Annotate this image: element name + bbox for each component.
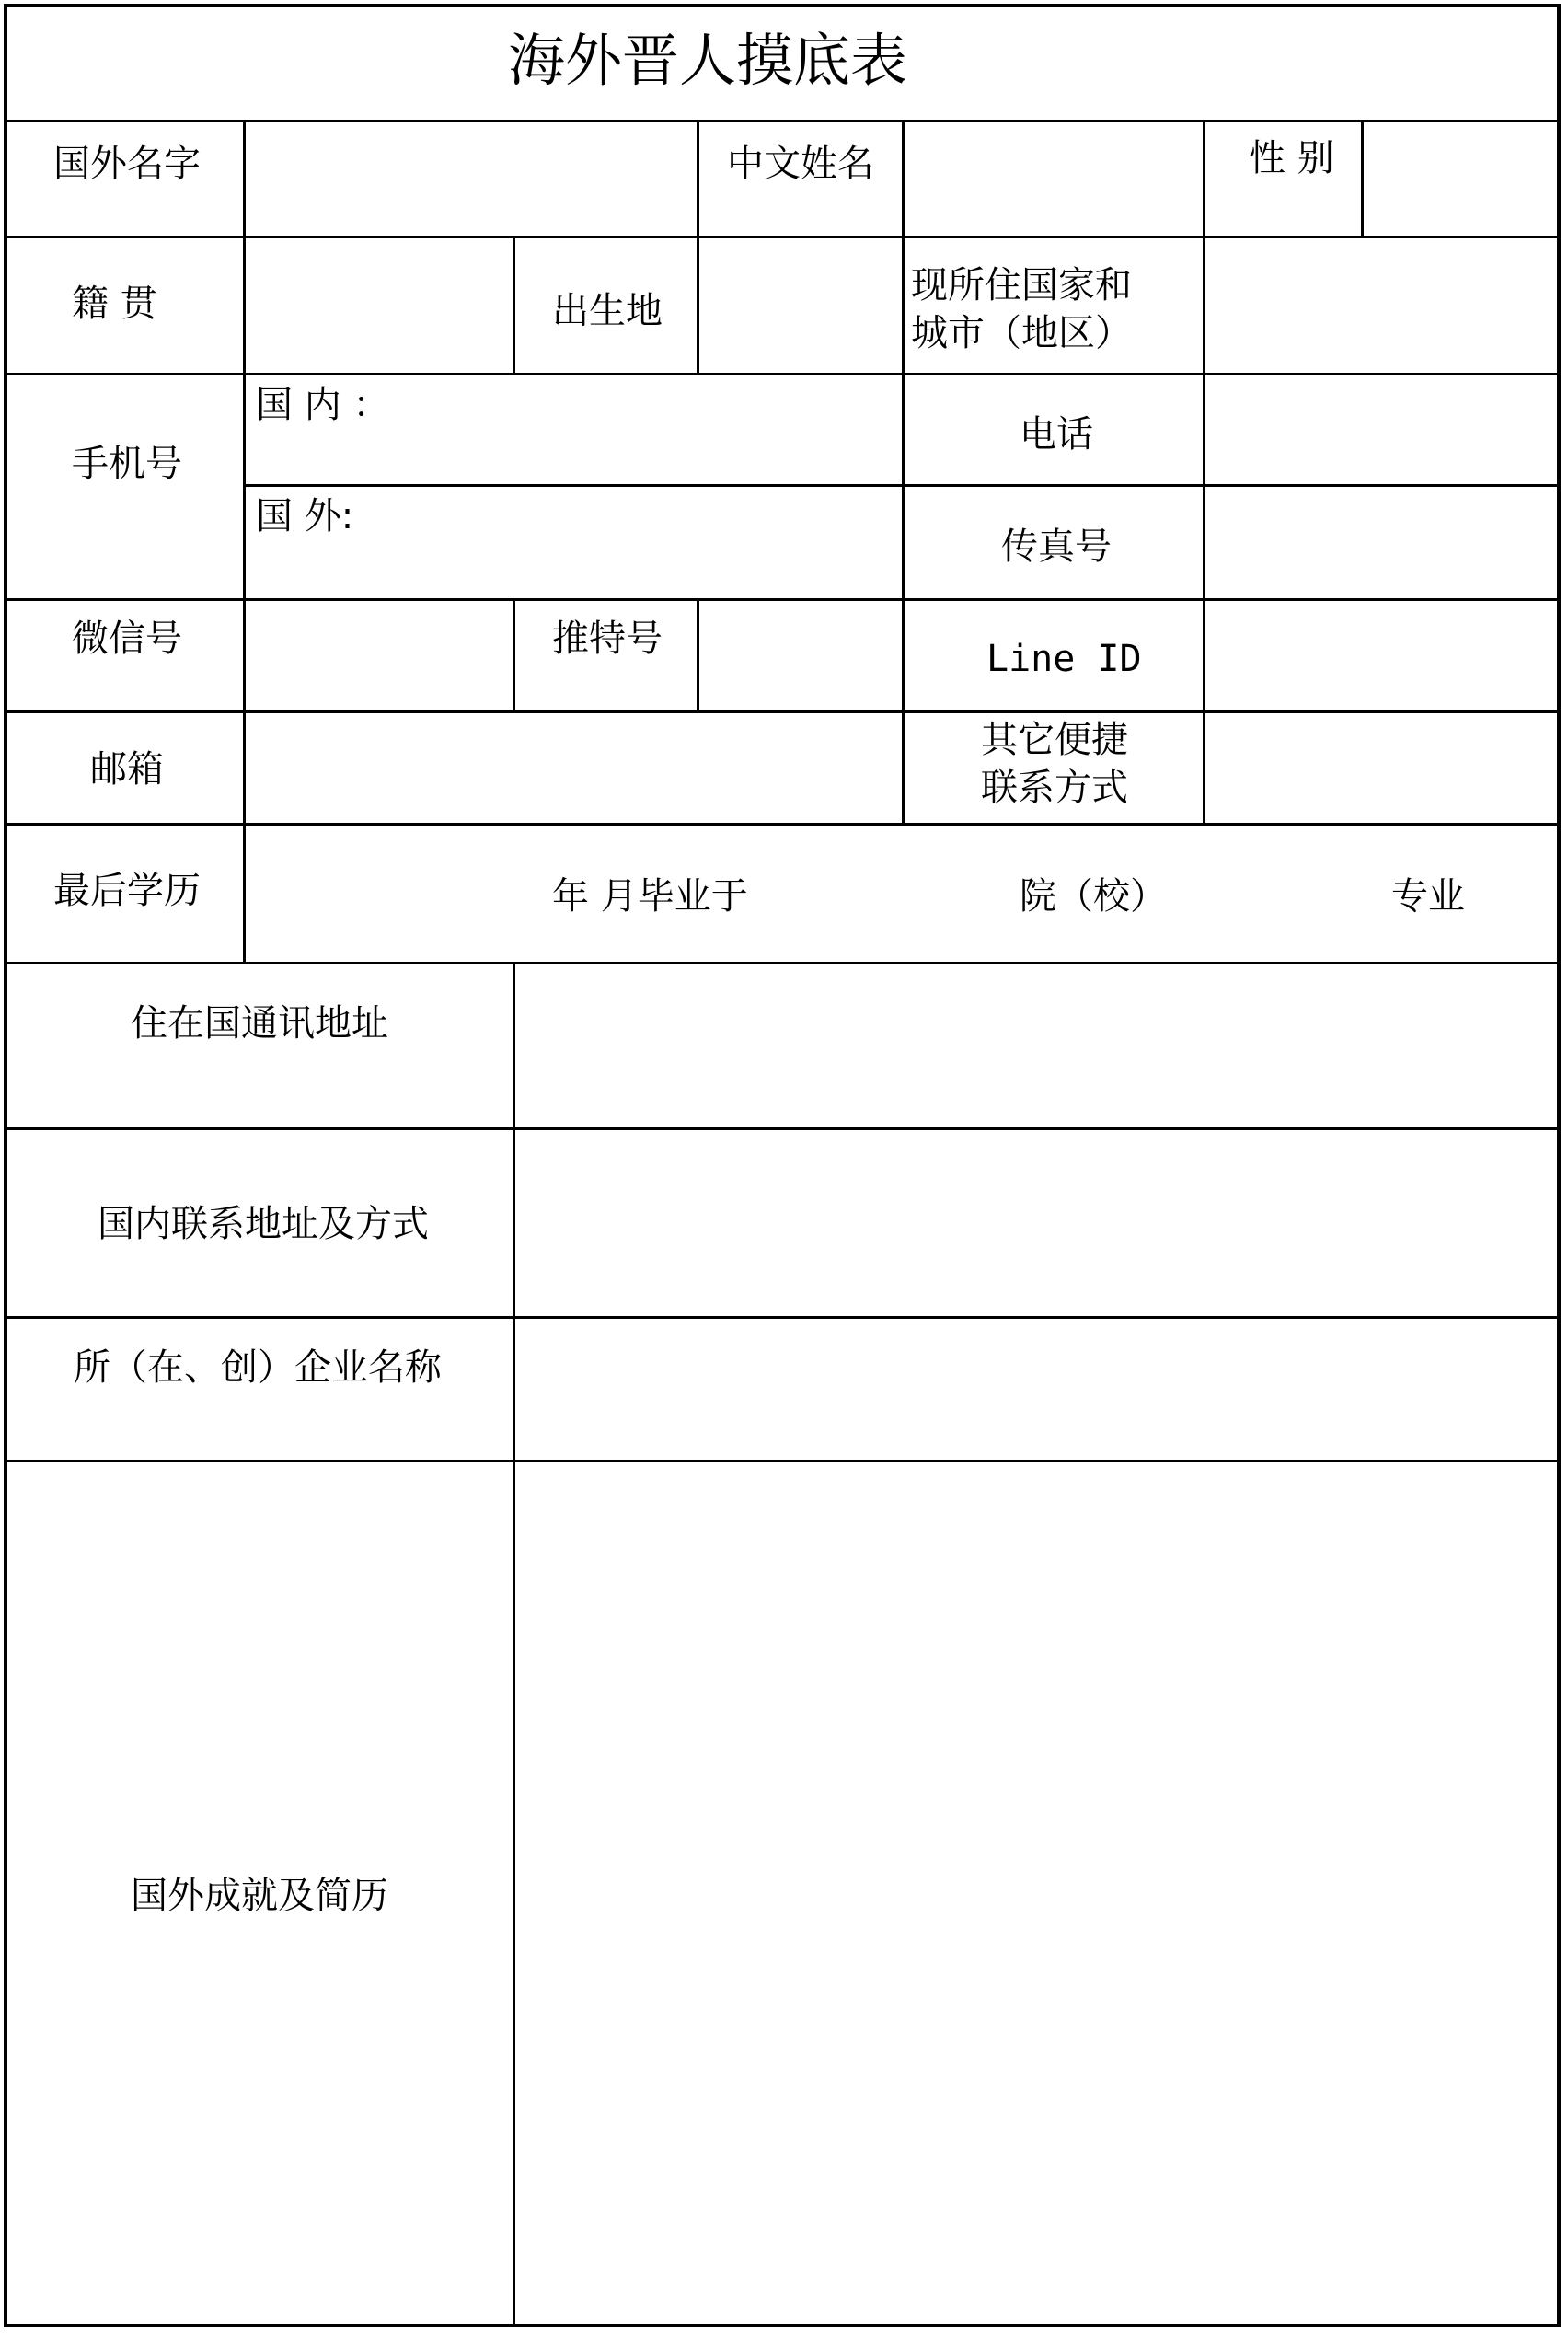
mobile-domestic-field[interactable] bbox=[247, 376, 901, 483]
divider bbox=[4, 598, 1561, 601]
twitter-field[interactable] bbox=[700, 602, 901, 710]
divider bbox=[4, 962, 1561, 964]
label-birthplace: 出生地 bbox=[552, 290, 663, 332]
label-email: 邮箱 bbox=[90, 748, 164, 791]
label-edu-graduated: 年 月毕业于 bbox=[552, 875, 748, 918]
divider bbox=[1203, 120, 1205, 826]
other-contact-field[interactable] bbox=[1206, 714, 1556, 822]
label-other-contact-line2: 联系方式 bbox=[981, 767, 1128, 809]
form-title: 海外晋人摸底表 bbox=[508, 27, 908, 94]
divider bbox=[243, 120, 246, 964]
label-edu-major: 专业 bbox=[1391, 875, 1465, 918]
label-company: 所（在、创）企业名称 bbox=[74, 1346, 442, 1389]
label-fax: 传真号 bbox=[1001, 526, 1112, 568]
label-domestic-contact: 国内联系地址及方式 bbox=[98, 1203, 429, 1245]
residence-field[interactable] bbox=[1206, 239, 1556, 372]
divider bbox=[4, 373, 1561, 375]
gender-field[interactable] bbox=[1365, 123, 1556, 235]
divider bbox=[513, 598, 515, 713]
divider bbox=[4, 236, 1561, 238]
label-residence-line2: 城市（地区） bbox=[911, 312, 1132, 354]
label-phone: 电话 bbox=[1020, 413, 1093, 456]
achievements-field[interactable] bbox=[516, 1463, 1556, 2324]
email-field[interactable] bbox=[247, 714, 901, 822]
divider bbox=[902, 120, 905, 826]
divider bbox=[513, 236, 515, 375]
label-edu-school: 院（校） bbox=[1020, 875, 1167, 918]
label-mobile-foreign: 国 外: bbox=[256, 495, 354, 537]
divider bbox=[1361, 120, 1364, 238]
label-line-id: Line ID bbox=[986, 638, 1142, 680]
address-abroad-field[interactable] bbox=[516, 965, 1556, 1126]
domestic-contact-field[interactable] bbox=[516, 1131, 1556, 1315]
label-native-place: 籍 贯 bbox=[72, 283, 157, 325]
fax-field[interactable] bbox=[1206, 488, 1556, 597]
wechat-field[interactable] bbox=[247, 602, 512, 710]
divider bbox=[4, 1460, 1561, 1462]
birthplace-field[interactable] bbox=[700, 239, 901, 372]
label-chinese-name: 中文姓名 bbox=[727, 143, 874, 185]
divider bbox=[4, 823, 1561, 826]
label-education: 最后学历 bbox=[53, 870, 201, 912]
label-mobile-domestic: 国 内 ： bbox=[256, 384, 390, 426]
company-field[interactable] bbox=[516, 1320, 1556, 1459]
divider bbox=[697, 236, 699, 375]
line-id-field[interactable] bbox=[1206, 602, 1556, 710]
divider bbox=[513, 962, 515, 2327]
phone-field[interactable] bbox=[1206, 376, 1556, 483]
divider bbox=[4, 710, 1561, 713]
divider bbox=[697, 120, 699, 238]
label-twitter: 推特号 bbox=[552, 618, 663, 660]
label-address-abroad: 住在国通讯地址 bbox=[131, 1002, 388, 1045]
label-mobile: 手机号 bbox=[72, 443, 182, 485]
chinese-name-field[interactable] bbox=[905, 123, 1202, 235]
divider bbox=[4, 1127, 1561, 1130]
label-achievements: 国外成就及简历 bbox=[131, 1875, 388, 1917]
divider bbox=[697, 598, 699, 713]
mobile-foreign-field[interactable] bbox=[247, 488, 901, 597]
label-gender: 性 别 bbox=[1249, 137, 1334, 179]
native-place-field[interactable] bbox=[247, 239, 512, 372]
divider bbox=[4, 1316, 1561, 1319]
divider bbox=[4, 120, 1561, 122]
label-other-contact-line1: 其它便捷 bbox=[981, 719, 1128, 761]
education-field[interactable] bbox=[247, 826, 1556, 961]
label-foreign-name: 国外名字 bbox=[53, 143, 201, 185]
foreign-name-field[interactable] bbox=[247, 123, 696, 235]
label-wechat: 微信号 bbox=[72, 618, 182, 660]
label-residence-line1: 现所住国家和 bbox=[911, 264, 1132, 306]
